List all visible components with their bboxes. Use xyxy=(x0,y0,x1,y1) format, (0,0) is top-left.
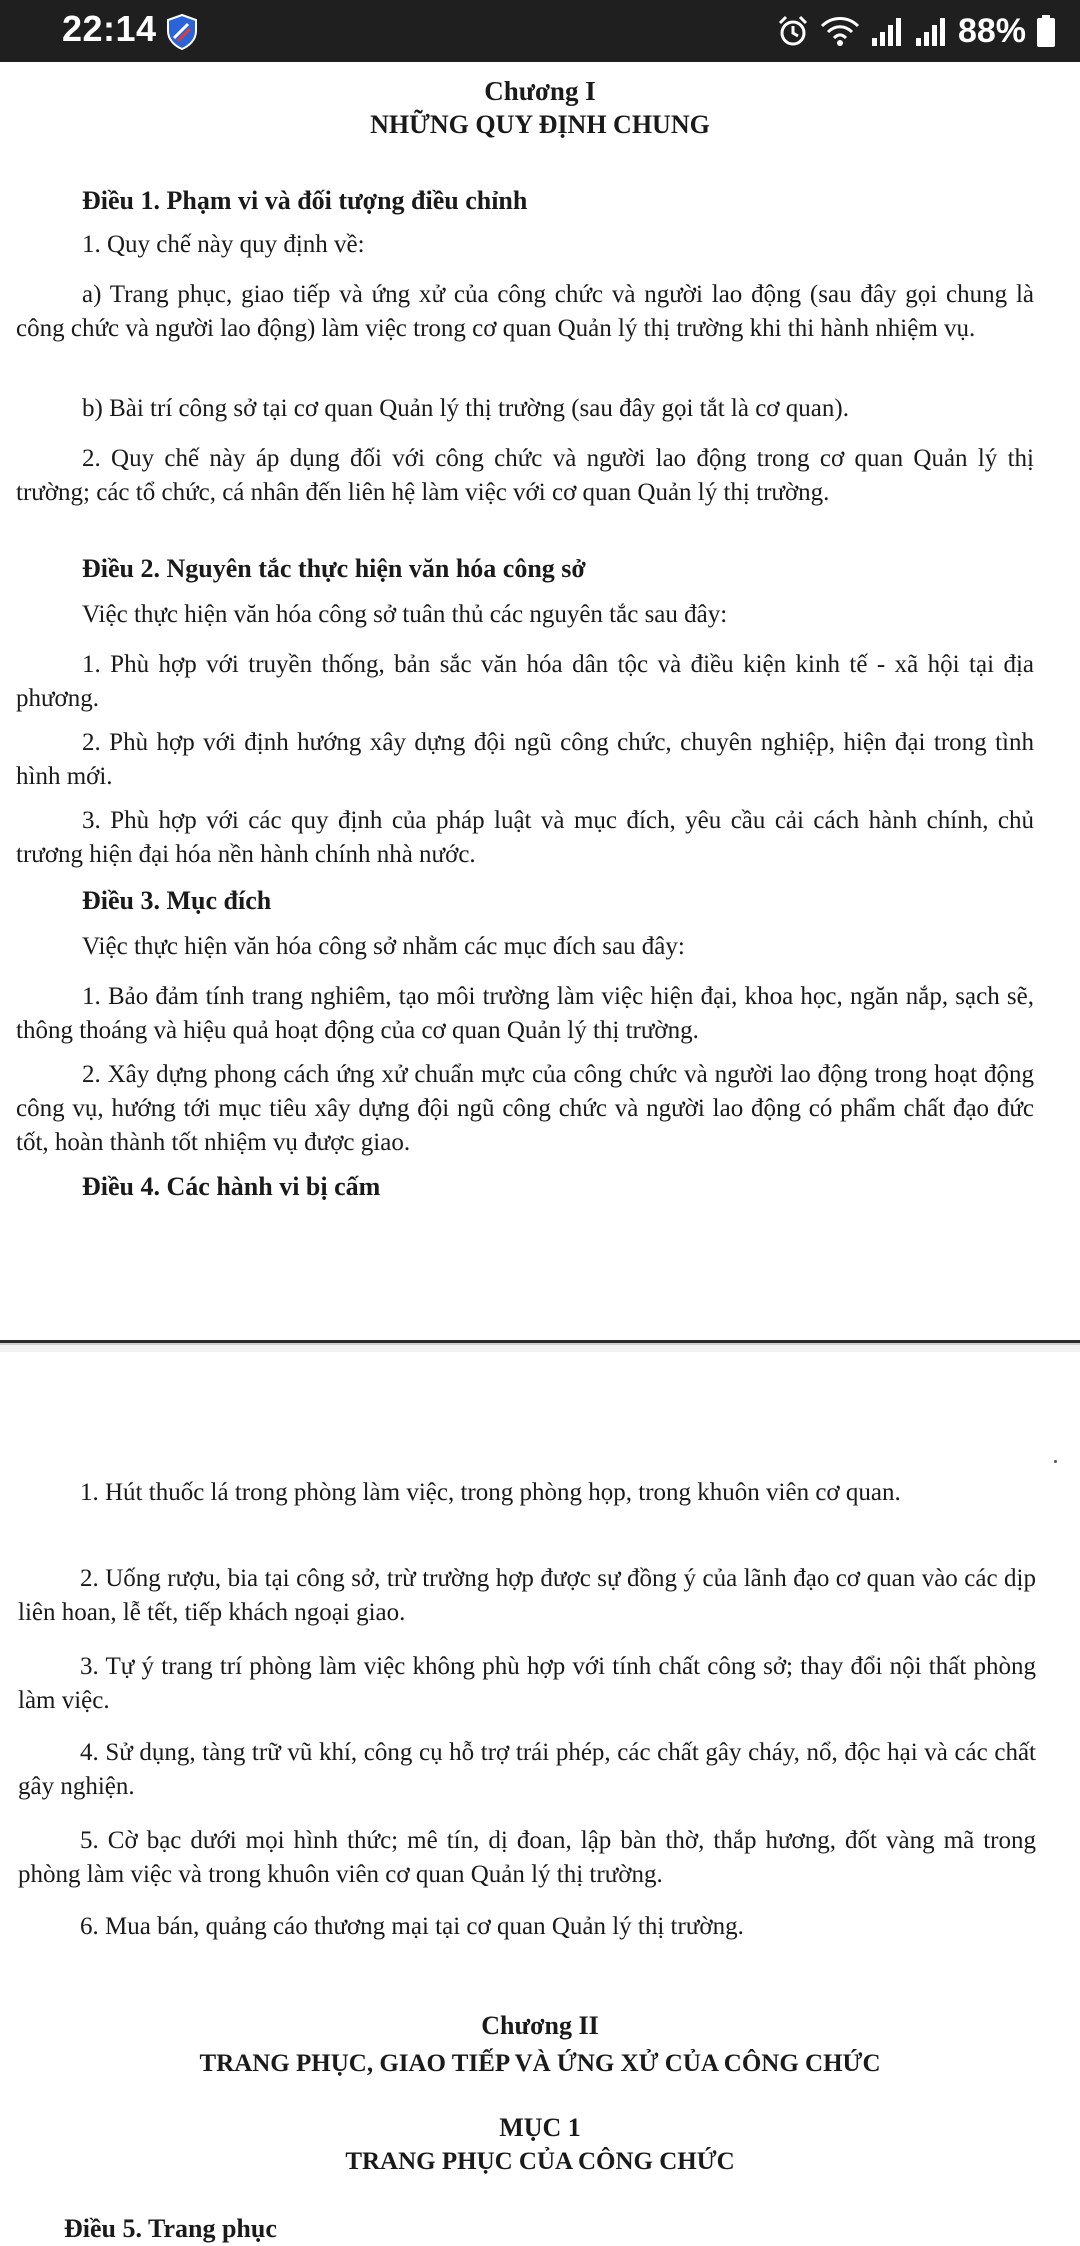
chapter-title: NHỮNG QUY ĐỊNH CHUNG xyxy=(370,110,710,139)
paragraph: 2. Uống rượu, bia tại công sở, trừ trường hợp được sự đồng ý của lãnh đạo cơ quan vào các dịp liên hoan, lễ tết, tiếp khách ngoại giao. xyxy=(18,1565,1036,1626)
paragraph: 6. Mua bán, quảng cáo thương mại tại cơ quan Quản lý thị trường. xyxy=(80,1913,744,1940)
document-page-2 xyxy=(0,1352,1080,2243)
chapter-title: TRANG PHỤC, GIAO TIẾP VÀ ỨNG XỬ CỦA CÔNG CHỨC xyxy=(199,2050,881,2077)
paragraph: 2. Phù hợp với định hướng xây dựng đội ngũ công chức, chuyên nghiệp, hiện đại trong tình hình mới. xyxy=(16,729,1034,790)
paragraph: 2. Xây dựng phong cách ứng xử chuẩn mực của công chức và người lao động trong hoạt động công vụ, hướng tới mục tiêu xây dựng đội ngũ công chức và người lao động có phẩm chất đạo đức tốt, hoàn thành tốt nhiệm vụ được giao. xyxy=(16,1061,1034,1156)
scan-speck xyxy=(1054,1460,1057,1463)
paragraph: Việc thực hiện văn hóa công sở tuân thủ các nguyên tắc sau đây: xyxy=(82,601,728,628)
status-icons xyxy=(776,8,1056,54)
paragraph: 2. Quy chế này áp dụng đối với công chức và người lao động trong cơ quan Quản lý thị trường; các tổ chức, cá nhân đến liên hệ làm việc với cơ quan Quản lý thị trường. xyxy=(16,445,1034,506)
article-3-title: Điều 3. Mục đích xyxy=(82,886,272,915)
battery-icon xyxy=(1036,14,1056,48)
paragraph: 1. Bảo đảm tính trang nghiêm, tạo môi trường làm việc hiện đại, khoa học, ngăn nắp, sạch sẽ, thông thoáng và hiệu quả hoạt động của cơ quan Quản lý thị trường. xyxy=(16,983,1034,1044)
paragraph: 5. Cờ bạc dưới mọi hình thức; mê tín, dị đoan, lập bàn thờ, thắp hương, đốt vàng mã trong phòng làm việc và trong khuôn viên cơ quan Quản lý thị trường. xyxy=(18,1827,1036,1888)
battery-percent: 88% xyxy=(957,11,1026,50)
chapter-heading: Chương II xyxy=(481,2011,599,2040)
chapter-heading: Chương I xyxy=(484,76,596,106)
paragraph: 1. Hút thuốc lá trong phòng làm việc, trong phòng họp, trong khuôn viên cơ quan. xyxy=(80,1479,901,1506)
section-heading: MỤC 1 xyxy=(499,2113,581,2142)
article-1-title: Điều 1. Phạm vi và đối tượng điều chỉnh xyxy=(82,186,528,215)
article-2-title: Điều 2. Nguyên tắc thực hiện văn hóa công sở xyxy=(82,554,586,583)
page-divider xyxy=(0,1340,1080,1352)
paragraph: Việc thực hiện văn hóa công sở nhằm các mục đích sau đây: xyxy=(82,933,685,960)
wifi-icon xyxy=(820,14,860,48)
signal-icon xyxy=(914,14,948,48)
paragraph: 1. Quy chế này quy định về: xyxy=(82,231,365,258)
section-title: TRANG PHỤC CỦA CÔNG CHỨC xyxy=(345,2148,735,2175)
article-4-title: Điều 4. Các hành vi bị cấm xyxy=(82,1172,381,1201)
paragraph: 4. Sử dụng, tàng trữ vũ khí, công cụ hỗ trợ trái phép, các chất gây cháy, nổ, độc hại và các chất gây nghiện. xyxy=(18,1739,1036,1800)
paragraph: 1. Phù hợp với truyền thống, bản sắc văn hóa dân tộc và điều kiện kinh tế - xã hội tại địa phương. xyxy=(16,651,1034,712)
shield-icon xyxy=(166,14,198,50)
signal-icon xyxy=(870,14,904,48)
paragraph: a) Trang phục, giao tiếp và ứng xử của công chức và người lao động (sau đây gọi chung là công chức và người lao động) làm việc trong cơ quan Quản lý thị trường khi thi hành nhiệm vụ. xyxy=(16,281,1034,342)
paragraph: 3. Phù hợp với các quy định của pháp luật và mục đích, yêu cầu cải cách hành chính, chủ trương hiện đại hóa nền hành chính nhà nước. xyxy=(16,807,1034,868)
paragraph: b) Bài trí công sở tại cơ quan Quản lý thị trường (sau đây gọi tắt là cơ quan). xyxy=(82,395,849,422)
article-5-title: Điều 5. Trang phục xyxy=(64,2214,277,2243)
paragraph: 3. Tự ý trang trí phòng làm việc không phù hợp với tính chất công sở; thay đổi nội thất phòng làm việc. xyxy=(18,1653,1036,1714)
status-time: 22:14 xyxy=(62,8,157,49)
alarm-icon xyxy=(776,14,810,48)
document-page-1 xyxy=(0,62,1080,1344)
status-bar xyxy=(0,0,1080,62)
